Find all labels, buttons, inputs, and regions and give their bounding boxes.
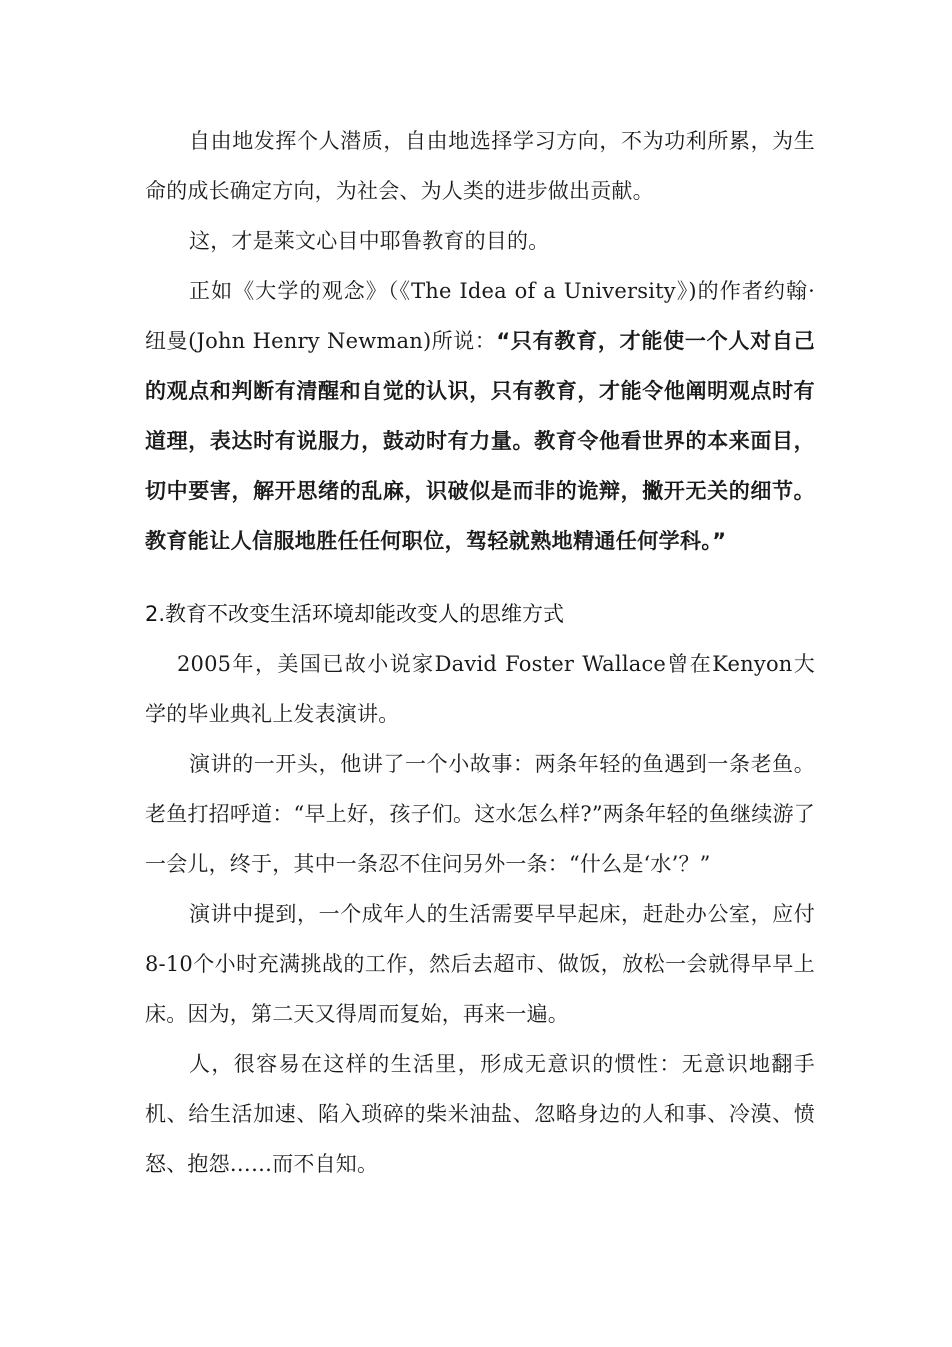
paragraph-fish-story: 演讲的一开头，他讲了一个小故事：两条年轻的鱼遇到一条老鱼。老鱼打招呼道：“早上好，孩子们。这水怎么样?”两条年轻的鱼继续游了一会儿，终于，其中一条忍不住问另外一条：“什么是‘水’？” — [145, 752, 815, 876]
section-heading-2: 2.教育不改变生活环境却能改变人的思维方式 — [145, 602, 565, 626]
paragraph-unconscious-habits: 人，很容易在这样的生活里，形成无意识的惯性：无意识地翻手机、给生活加速、陷入琐碎的柴米油盐、忽略身边的人和事、冷漠、愤怒、抱怨……而不自知。 — [145, 1052, 815, 1176]
document-body — [145, 116, 815, 1189]
newman-quote-bold: “只有教育，才能使一个人对自己的观点和判断有清醒和自觉的认识，只有教育，才能令他阐明观点时有道理，表达时有说服力，鼓动时有力量。教育令他看世界的本来面目，切中要害，解开思绪的乱麻，识破似是而非的诡辩，撇开无关的细节。教育能让人信服地胜任任何职位，驾轻就熟地精通任何学科。” — [145, 329, 815, 553]
paragraph-levin-goal: 这，才是莱文心目中耶鲁教育的目的。 — [189, 229, 550, 253]
paragraph-education-purpose: 自由地发挥个人潜质，自由地选择学习方向，不为功利所累，为生命的成长确定方向，为社会、为人类的进步做出贡献。 — [145, 129, 815, 203]
paragraph-wallace-speech: 2005年，美国已故小说家David Foster Wallace曾在Kenyon大学的毕业典礼上发表演讲。 — [145, 652, 815, 726]
paragraph-newman-quote — [145, 266, 815, 566]
paragraph-adult-life: 演讲中提到，一个成年人的生活需要早早起床，赶赴办公室，应付8-10个小时充满挑战的工作，然后去超市、做饭，放松一会就得早早上床。因为，第二天又得周而复始，再来一遍。 — [145, 902, 815, 1026]
newman-quote-lead: 正如《大学的观念》（《The Idea of a University》)的作者约翰·纽曼(John Henry Newman)所说： — [145, 279, 815, 353]
